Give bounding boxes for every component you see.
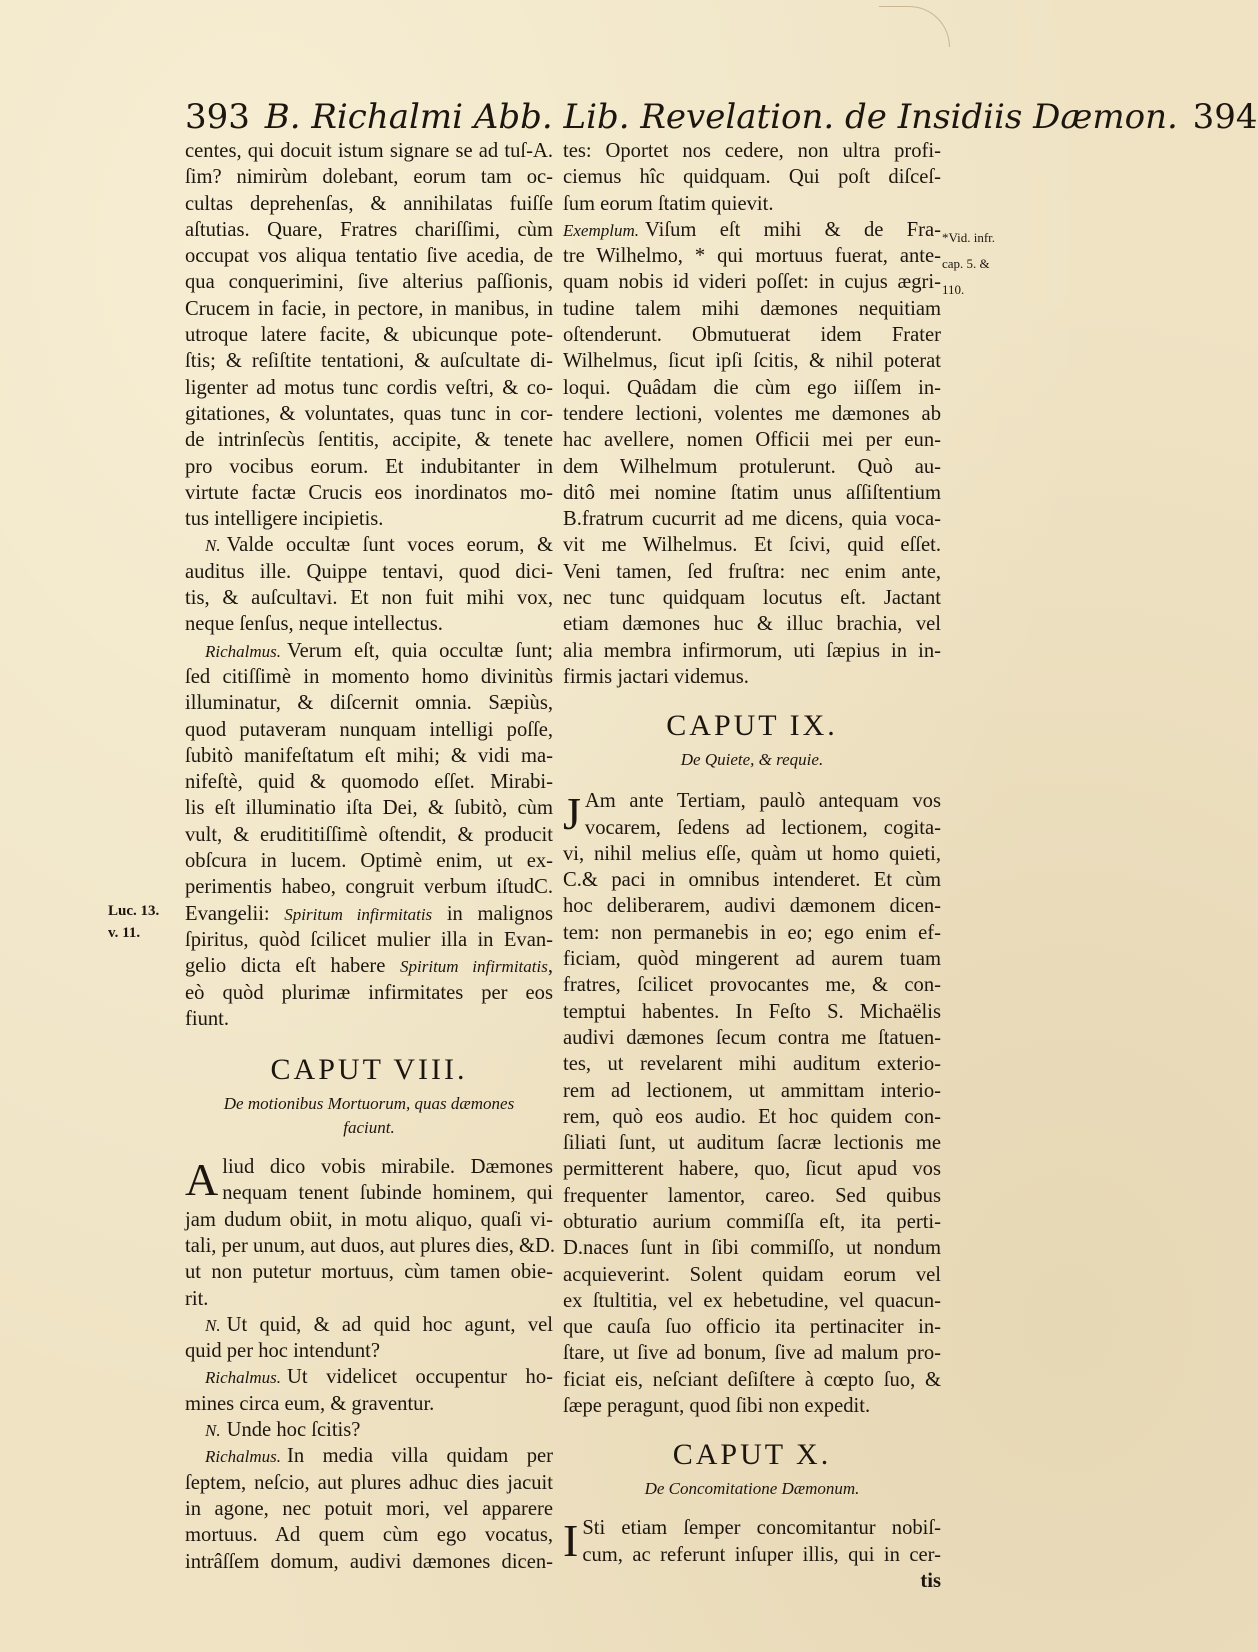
text-line: Am ante Tertiam, paulò antequam vos: [584, 790, 941, 813]
speaker-label: Richalmus.: [205, 1368, 282, 1388]
text-line: auditus ille. Quippe tentavi, quod dici-: [185, 560, 553, 583]
margin-ref-verse: v. 11.: [108, 925, 141, 941]
text-line: fiunt.: [185, 1007, 230, 1030]
chapter-10-subtitle: De Concomitatione Dæmonum.: [644, 1479, 860, 1499]
text-line-body: Ut quid, & ad quid hoc agunt, vel: [226, 1313, 553, 1336]
spacer: [185, 1140, 553, 1154]
running-head: [185, 96, 1258, 138]
text-line: Evangelii: Spiritum infirmitatis in malignos: [185, 902, 554, 925]
text-line: firmis jactari videmus.: [563, 665, 749, 688]
text-line: intrâſſem domum, audivi dæmones dicen-: [185, 1550, 553, 1573]
text-line: cultas deprehenſas, & annihilatas fuiſſe: [185, 192, 553, 215]
text-line-body: Verum eſt, quia occultæ ſunt;: [287, 639, 553, 662]
speaker-label: N.: [205, 536, 221, 556]
text-line-body: Ut videlicet occupentur ho-: [287, 1366, 553, 1389]
text-line: obſcura in lucem. Optimè enim, ut ex-: [185, 850, 553, 873]
spacer: [563, 1419, 941, 1433]
text-line: centes, qui docuit istum signare se ad tuſ-A.: [185, 140, 553, 162]
page-number-left: 393: [185, 97, 250, 137]
text-line: perimentis habeo, congruit verbum iſtudC.: [185, 876, 553, 899]
margin-ref-num: 110.: [942, 282, 965, 297]
text-line: ſeptem, neſcio, aut plures adhuc dies jacuit: [185, 1471, 553, 1494]
text-line: gitationes, & voluntates, quas tunc in cor-: [185, 402, 553, 425]
text-line: pro vocibus eorum. Et indubitanter in: [185, 455, 553, 478]
text-line: fratres, ſcilicet provocantes me, & con-: [563, 974, 941, 997]
text-line: [185, 1312, 553, 1338]
page-corner-crease: [879, 6, 950, 47]
text-line: Wilhelmus, ſicut ipſi ſcitis, & nihil poterat: [563, 350, 941, 373]
text-line: [185, 1443, 553, 1469]
text-line: rit.: [185, 1287, 209, 1310]
text-line: vult, & erudititiſſimè oſtendit, & producit: [185, 823, 553, 846]
dialogue-richalmus-2: [185, 1364, 553, 1417]
text-line: ditô mei nomine ſtatim unus aſſiſtentium: [563, 481, 941, 504]
text-line: ſtis; & reſiſtite tentationi, & auſcultate di-: [185, 350, 553, 373]
catchword: tis: [920, 1569, 941, 1592]
text-line: cum, ac referunt inſuper illis, qui in cer-: [582, 1543, 941, 1566]
speaker-label: N.: [205, 1421, 221, 1441]
text-line: tre Wilhelmo, * qui mortuus fuerat, ante-: [563, 245, 941, 268]
speaker-label: N.: [205, 1315, 221, 1335]
margin-note-luc: [108, 900, 159, 944]
text-line: nec tunc quidquam locutus eſt. Jactant: [563, 587, 941, 610]
text-line: quid per hoc intendunt?: [185, 1340, 381, 1363]
text-line: rem, quò eos audio. Et hoc quidem con-: [563, 1105, 941, 1128]
text-line: mines circa eum, & graventur.: [185, 1392, 435, 1415]
text-line-body: Valde occultæ ſunt voces eorum, &: [226, 534, 553, 557]
chapter-8-body: [185, 1154, 556, 1312]
text-line: audivi dæmones ſecum contra me ſtatuen-: [563, 1026, 941, 1049]
left-para-1: [185, 138, 553, 532]
text-line: virtute factæ Crucis eos inordinatos mo-: [185, 481, 553, 504]
chapter-8-title: CAPUT VIII.: [270, 1053, 468, 1087]
text-line: tudine talem mihi dæmones nequitiam: [563, 297, 941, 320]
italic-quote: Spiritum infirmitatis: [284, 904, 433, 924]
text-line: tis, & auſcultavi. Et non fuit mihi vox,: [185, 587, 553, 610]
running-title: B. Richalmi Abb. Lib. Revelation. de Insidiis Dæmon.: [264, 97, 1178, 137]
text-line: ſum eorum ſtatim quievit.: [563, 192, 774, 215]
dialogue-n-3: [185, 1417, 553, 1443]
text-line: C.& paci in omnibus intenderet. Et cùm: [563, 869, 941, 892]
drop-cap: J: [563, 788, 581, 840]
text-line: liud dico vobis mirabile. Dæmones: [222, 1156, 553, 1179]
text-line-body: Unde hoc ſcitis?: [226, 1419, 361, 1442]
text-line: oſtenderunt. Obmutuerat idem Frater: [563, 324, 941, 347]
left-column: [185, 138, 556, 1575]
text-line: hac avellere, nomen Officii mei per eun-: [563, 429, 941, 452]
text-line: illuminatur, & diſcernit omnia. Sæpiùs,: [185, 692, 553, 715]
text-line: aſtutias. Quare, Fratres chariſſimi, cùm: [185, 218, 553, 241]
drop-cap: A: [185, 1154, 219, 1206]
text-line: permitterent habere, quo, ſicut apud vos: [563, 1158, 941, 1181]
text-line: qua conquerimini, ſive alterius paſſionis,: [185, 271, 553, 294]
text-line: vi, nihil melius eſſe, quàm ut homo quieti,: [563, 842, 941, 865]
text-line: obturatio aurium commiſſa eſt, ita perti-: [563, 1210, 941, 1233]
dialogue-richalmus-3: [185, 1443, 553, 1574]
page-number-right: 394: [1192, 97, 1258, 137]
spacer: [563, 1501, 941, 1515]
right-column: [563, 138, 941, 1594]
text-line: hoc deliberarem, audivi dæmonem dicen-: [563, 895, 941, 918]
speaker-label: Richalmus.: [205, 1447, 282, 1467]
dialogue-n-2: [185, 1312, 553, 1365]
dialogue-richalmus-1: [185, 638, 553, 1032]
text-line: ex ſtultitia, vel ex hebetudine, vel quacun-: [563, 1289, 941, 1312]
text-line: ſpiritus, quòd ſcilicet mulier illa in Evan-: [185, 928, 553, 951]
text-line: mortuus. Ad quem cùm ego vocatus,: [185, 1524, 553, 1547]
text-line: Crucem in facie, in pectore, in manibus, in: [185, 297, 553, 320]
text-line: etiam dæmones huc & illuc brachia, vel: [563, 613, 941, 636]
text-line: in agone, nec potuit mori, vel apparere: [185, 1497, 553, 1520]
text-line: frequenter lamentor, careo. Sed quibus: [563, 1184, 941, 1207]
right-para-1: [563, 138, 941, 217]
text-line: de intrinſecùs ſentitis, accipite, & tenete: [185, 429, 553, 452]
chapter-10-title: CAPUT X.: [672, 1438, 832, 1472]
text-line: ſiliati ſunt, ut auditum ſacræ lectionis me: [563, 1132, 941, 1155]
text-line: ſubitò manifeſtatum eſt mihi; & vidi ma-: [185, 744, 553, 767]
text-line: [185, 1364, 553, 1390]
chapter-10-body: [563, 1515, 941, 1594]
text-line: loqui. Quâdam die cùm ego iiſſem in-: [563, 376, 941, 399]
example-paragraph: [563, 217, 941, 690]
text-line: temptui habentes. In Feſto S. Michaëlis: [563, 1000, 941, 1023]
text-line: tus intelligere incipietis.: [185, 508, 384, 531]
text-line: quod putaveram nunquam intelligi poſſe,: [185, 718, 553, 741]
text-line: tes: Oportet nos cedere, non ultra profi-: [563, 140, 941, 162]
speaker-label: Richalmus.: [205, 641, 282, 661]
text-line: ſim? nimirùm dolebant, eorum tam oc-: [185, 166, 553, 189]
margin-ref-cap: cap. 5. &: [942, 256, 990, 271]
dialogue-n-1: [185, 532, 553, 637]
text-line: [185, 1417, 553, 1443]
text-line: tes, ut revelarent mihi auditum exterio-: [563, 1053, 941, 1076]
text-line-body: In media villa quidam per: [287, 1445, 553, 1468]
text-line: tali, per unum, aut duos, aut plures dies, &D.: [185, 1234, 556, 1257]
text-line: ficiam, quòd mingerent ad aurem tuam: [563, 948, 941, 971]
text-line: utroque latere facite, & ubicunque pote-: [185, 324, 553, 347]
chapter-9-title: CAPUT IX.: [666, 709, 838, 743]
text-line: eò quòd plurimæ infirmitates per eos: [185, 981, 553, 1004]
text-line: D.naces ſunt in ſibi commiſſo, ut nondum: [563, 1237, 941, 1260]
text-line: B.fratrum cucurrit ad me dicens, quia voca-: [563, 508, 941, 531]
spacer: [563, 772, 941, 788]
chapter-8-subtitle: De motionibus Mortuorum, quas dæmones: [223, 1094, 515, 1114]
text-line: nequam tenent ſubinde hominem, qui: [222, 1182, 553, 1205]
text-line: ligenter ad motus tunc cordis veſtri, & co-: [185, 376, 553, 399]
text-line: neque ſenſus, neque intellectus.: [185, 613, 443, 636]
text-line: [185, 638, 553, 664]
spacer: [185, 1032, 553, 1048]
text-line: acquieverint. Solent quidam eorum vel: [563, 1263, 941, 1286]
text-line: quam nobis id videri poſſet: in cujus ægri-: [563, 271, 941, 294]
italic-quote: Spiritum infirmitatis: [400, 957, 548, 977]
chapter-9-subtitle: De Quiete, & requie.: [680, 750, 824, 770]
text-line: ſtare, ut ſive ad bonum, ſive ad malum pro-: [563, 1342, 941, 1365]
text-line: gelio dicta eſt habere Spiritum infirmitatis,: [185, 955, 553, 978]
text-line: occupat vos aliqua tentatio ſive acedia, de: [185, 245, 553, 268]
text-line: tem: non permanebis in eo; ego enim ef-: [563, 921, 941, 944]
text-line: ſæpe peragunt, quod ſibi non expedit.: [563, 1395, 871, 1418]
text-line: tendere lectioni, volentes me dæmones ab: [563, 402, 941, 425]
text-line: vit me Wilhelmus. Et ſcivi, quid eſſet.: [563, 534, 941, 557]
text-line-body: Viſum eſt mihi & de Fra-: [645, 218, 941, 241]
text-line: ſed citiſſimè in momento homo divinitùs: [185, 665, 553, 688]
text-line: ciemus hîc quidquam. Qui poſt diſceſ-: [563, 166, 941, 189]
text-line: vocarem, ſedens ad lectionem, cogita-: [584, 816, 941, 839]
text-line: lis eſt illuminatio iſta Dei, & ſubitò, cùm: [185, 797, 553, 820]
text-line: nifeſtè, quid & quomodo eſſet. Mirabi-: [185, 771, 553, 794]
text-line: jam dudum obiit, in motu aliquo, quaſi vi-: [185, 1208, 553, 1231]
text-line: alia membra infirmorum, uti ſæpius in in-: [563, 639, 941, 662]
example-label: Exemplum.: [563, 220, 640, 240]
drop-cap: I: [563, 1515, 579, 1567]
text-line: dem Wilhelmum protulerunt. Quò au-: [563, 455, 941, 478]
margin-note-vid: [942, 230, 995, 298]
text-line: ut non putetur mortuus, cùm tamen obie-: [185, 1261, 553, 1284]
chapter-8-subtitle-cont: faciunt.: [343, 1118, 395, 1138]
text-line: Sti etiam ſemper concomitantur nobiſ-: [582, 1517, 941, 1540]
text-line: [563, 217, 941, 243]
text-line: Veni tamen, ſed fruſtra: nec enim ante,: [563, 560, 941, 583]
text-line: [185, 532, 553, 558]
text-line: ficiat eis, neſciant deſiſtere à cœpto ſuo, &: [563, 1368, 941, 1391]
text-line: rem ad lectionem, ut ammittam interio-: [563, 1079, 941, 1102]
text-line: que cauſa ſuo officio ita pertinaciter in-: [563, 1316, 941, 1339]
chapter-9-body: [563, 788, 941, 1419]
margin-ref-vid: *Vid. infr.: [942, 230, 996, 245]
spacer: [563, 690, 941, 704]
margin-ref-luc: Luc. 13.: [108, 903, 160, 919]
